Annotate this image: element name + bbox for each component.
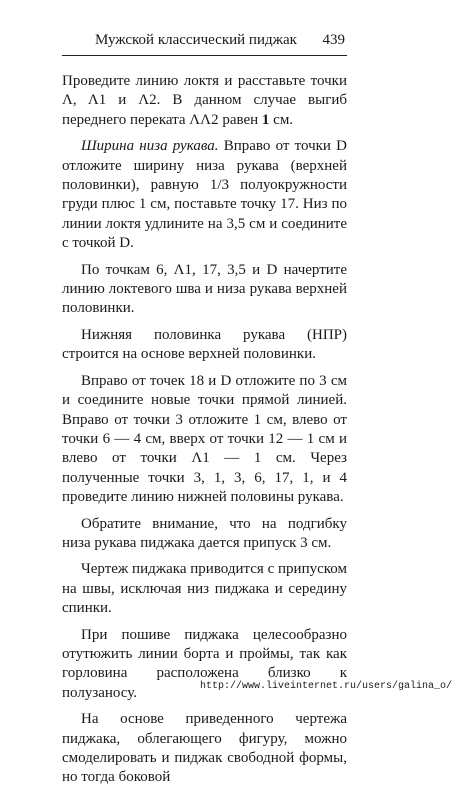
paragraph-text: см. (269, 111, 294, 128)
header-rule (62, 55, 347, 56)
paragraph-text: Вправо от точки D отложите ширину низа рукава (верхней половинки), равную 1/3 полуокружности груди плюс 1 см, поставьте точку 17. Низ по линии локтя удлините на 3,5 см и соедините с точкой D. (62, 138, 347, 252)
page-number: 439 (322, 32, 345, 48)
source-url: http://www.liveinternet.ru/users/galina_o/ (200, 681, 453, 692)
paragraph-text: Проведите линию локтя и расставьте точки Λ, Λ1 и Λ2. В данном случае выгиб переднего переката ΛΛ2 равен (62, 73, 347, 128)
paragraph: По точкам 6, Λ1, 17, 3,5 и D начертите линию локтевого шва и низа рукава верхней половинки. (62, 261, 347, 317)
paragraph: На основе приведенного чертежа пиджака, облегающего фигуру, можно смоделировать и пиджак свободной формы, но тогда боковой (62, 711, 347, 786)
paragraph: При пошиве пиджака целесообразно отутюжить линии борта и проймы, так как горловина расположена близко к полузаносу. (62, 626, 347, 701)
paragraph: Чертеж пиджака приводится с припуском на швы, исключая низ пиджака и середину спинки. (62, 561, 347, 617)
italic-subheading: Ширина низа рукава. (81, 138, 219, 155)
bold-number: 1 (261, 111, 270, 128)
running-header (95, 30, 345, 50)
paragraph: Нижняя половинка рукава (НПР) строится на основе верхней половинки. (62, 326, 347, 363)
paragraph-elbow-line (62, 72, 347, 130)
paragraph-sleeve-width (62, 137, 347, 253)
paragraph: Обратите внимание, что на подгибку низа рукава пиджака дается припуск 3 см. (62, 515, 347, 551)
running-title: Мужской классический пиджак (95, 32, 297, 48)
paragraph: Вправо от точек 18 и D отложите по 3 см и соедините новые точки прямой линией. Вправо от точки 3 отложите 1 см, влево от точки 6 — 4 см, вверх от точки 12 — 1 см и влево от точки Λ1 — 1 см. Через полученные точки 3, 1, 3, 6, 17, 1, и 4 проведите линию нижней половины рукава. (62, 372, 347, 506)
